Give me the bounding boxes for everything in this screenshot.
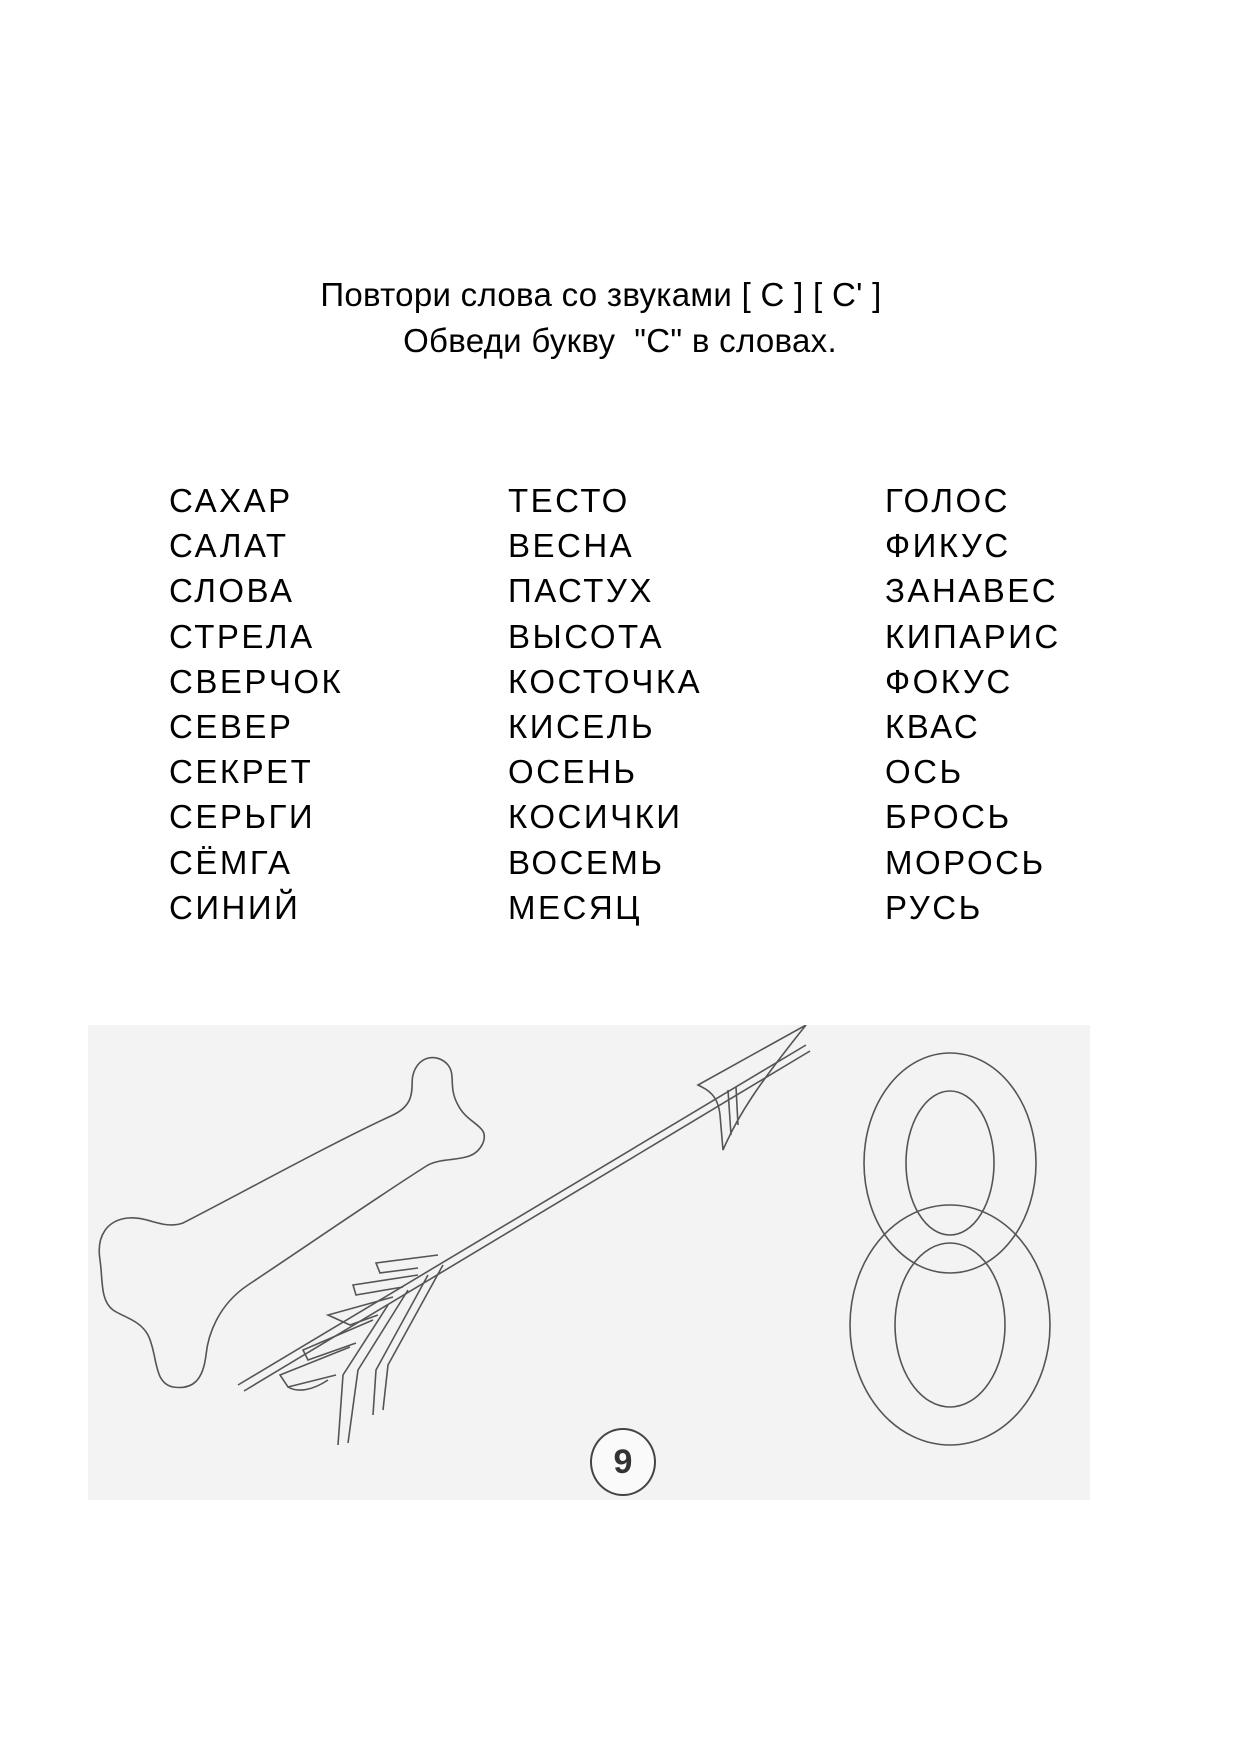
word: ТЕСТО	[508, 482, 630, 519]
word: КВАС	[885, 707, 981, 745]
digit-eight-icon	[850, 1053, 1050, 1445]
word: ЗАНАВЕС	[885, 572, 1059, 610]
word: ОСЕНЬ	[508, 753, 638, 791]
word: СЕРЬГИ	[169, 798, 316, 836]
word: СЁМГА	[169, 843, 293, 881]
word: СТРЕЛА	[169, 617, 315, 655]
word-column-3	[885, 478, 1061, 930]
arrow-icon	[238, 1025, 810, 1445]
word: КОСИЧКИ	[508, 798, 683, 836]
word: СЕВЕР	[169, 707, 294, 745]
page-number: 9	[590, 1428, 656, 1496]
word: МОРОСЬ	[885, 843, 1046, 881]
word: ВЕСНА	[508, 527, 635, 565]
word: СВЕРЧОК	[169, 662, 344, 700]
word: КИСЕЛЬ	[508, 707, 656, 745]
word: ГОЛОС	[885, 482, 1010, 519]
word: ПАСТУХ	[508, 572, 654, 610]
word: СЕКРЕТ	[169, 753, 314, 791]
word: МЕСЯЦ	[508, 888, 643, 926]
word-column-1	[169, 478, 343, 930]
word: РУСЬ	[885, 888, 983, 926]
bone-icon	[99, 1058, 484, 1388]
word: ФОКУС	[885, 662, 1013, 700]
instruction-repeat-words: Повтори слова со звуками [ С ] [ С' ]	[320, 276, 882, 313]
word: КИПАРИС	[885, 617, 1061, 655]
word: ОСЬ	[885, 753, 964, 791]
word: КОСТОЧКА	[508, 662, 703, 700]
word: ВОСЕМЬ	[508, 843, 665, 881]
word-column-2	[508, 478, 702, 930]
instruction-circle-letter: Обведи букву "С" в словах.	[403, 322, 837, 359]
instructions	[0, 272, 1240, 364]
word: БРОСЬ	[885, 798, 1012, 836]
word: САЛАТ	[169, 527, 289, 565]
illustration-panel	[88, 1025, 1090, 1500]
word: САХАР	[169, 482, 293, 519]
word: ФИКУС	[885, 527, 1011, 565]
word: ВЫСОТА	[508, 617, 665, 655]
word: СИНИЙ	[169, 888, 301, 926]
word: СЛОВА	[169, 572, 295, 610]
